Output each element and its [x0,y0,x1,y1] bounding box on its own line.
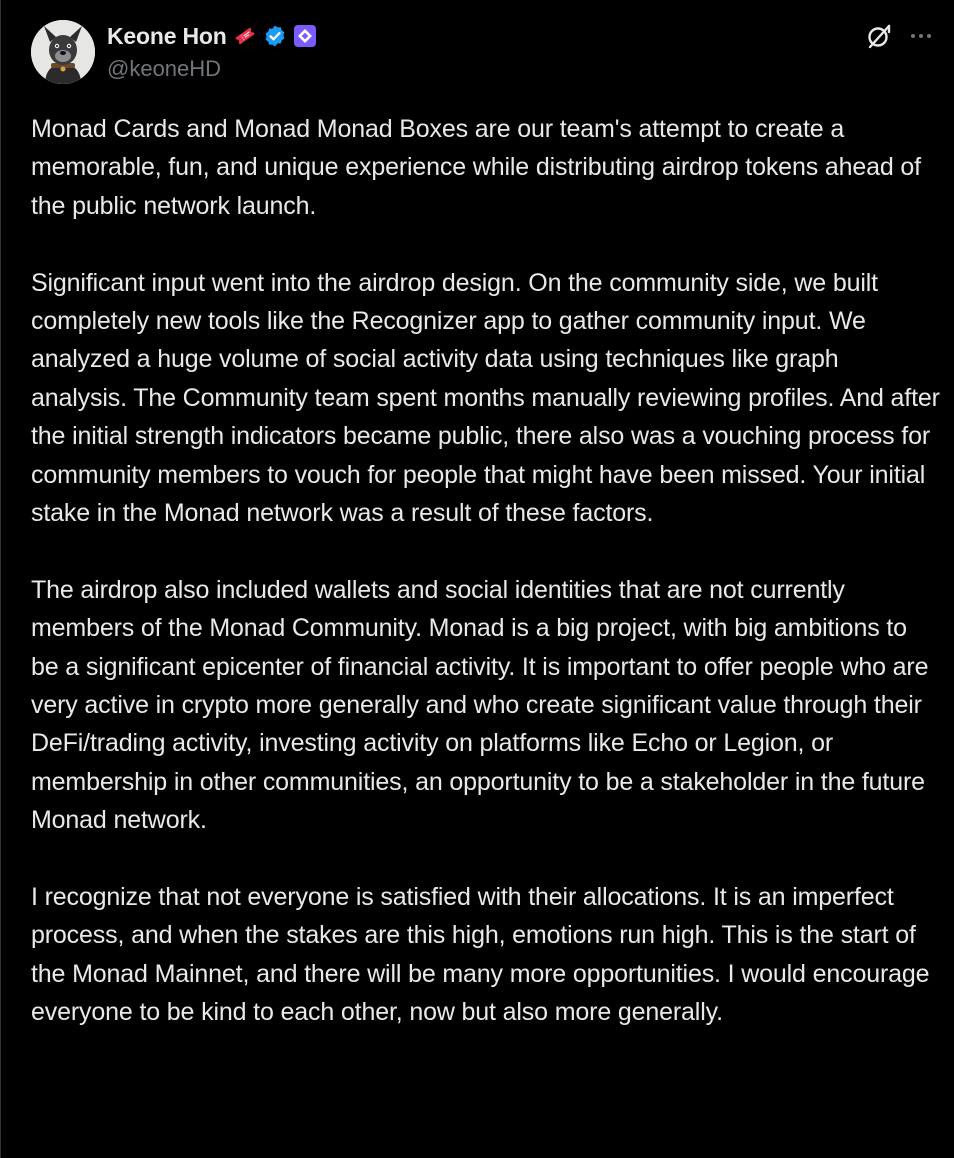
more-options-icon[interactable] [907,22,935,50]
tweet-paragraph: Monad Cards and Monad Monad Boxes are our team's attempt to create a memorable, fun, and unique experience while distributing airdrop tokens ahead of the public network launch. [31,115,921,220]
tweet-body [31,110,941,1070]
author-display-name[interactable]: Keone Hon [107,22,227,49]
author-name-row [107,20,317,52]
tweet-actions [865,22,935,50]
tweet-paragraph: Significant input went into the airdrop design. On the community side, we built completely new tools like the Recognizer app to gather community input. We analyzed a huge volume of social activity data using techniques like graph analysis. The Community team spent months manually reviewing profiles. And after the initial strength indicators became public, there also was a vouching process for community members to vouch for people that might have been missed. Your initial stake in the Monad network was a result of these factors. [31,268,940,528]
author-handle[interactable]: @keoneHD [107,56,222,81]
tweet-paragraph: I recognize that not everyone is satisfied with their allocations. It is an imperfect process, and when the stakes are this high, emotions run high. This is the start of the Monad Mainnet, and there will be many more opportunities. I would encourage everyone to be kind to each other, now but also more generally. [31,883,930,1027]
tweet-header [31,18,935,88]
grok-icon[interactable] [865,22,893,50]
tweet-paragraph: The airdrop also included wallets and social identities that are not currently members of the Monad Community. Monad is a big project, with big ambitions to be a significant epicenter of financial activity. It is important to offer people who are very active in crypto more generally and who create significant value through their DeFi/trading activity, investing activity on platforms like Echo or Legion, or membership in other communities, an opportunity to be a stakeholder in the future Monad network. [31,575,929,835]
dog-avatar-icon[interactable] [31,20,95,84]
affiliate-badge-icon[interactable] [293,24,317,48]
verified-badge-icon[interactable] [263,24,287,48]
ticket-icon [233,24,257,48]
